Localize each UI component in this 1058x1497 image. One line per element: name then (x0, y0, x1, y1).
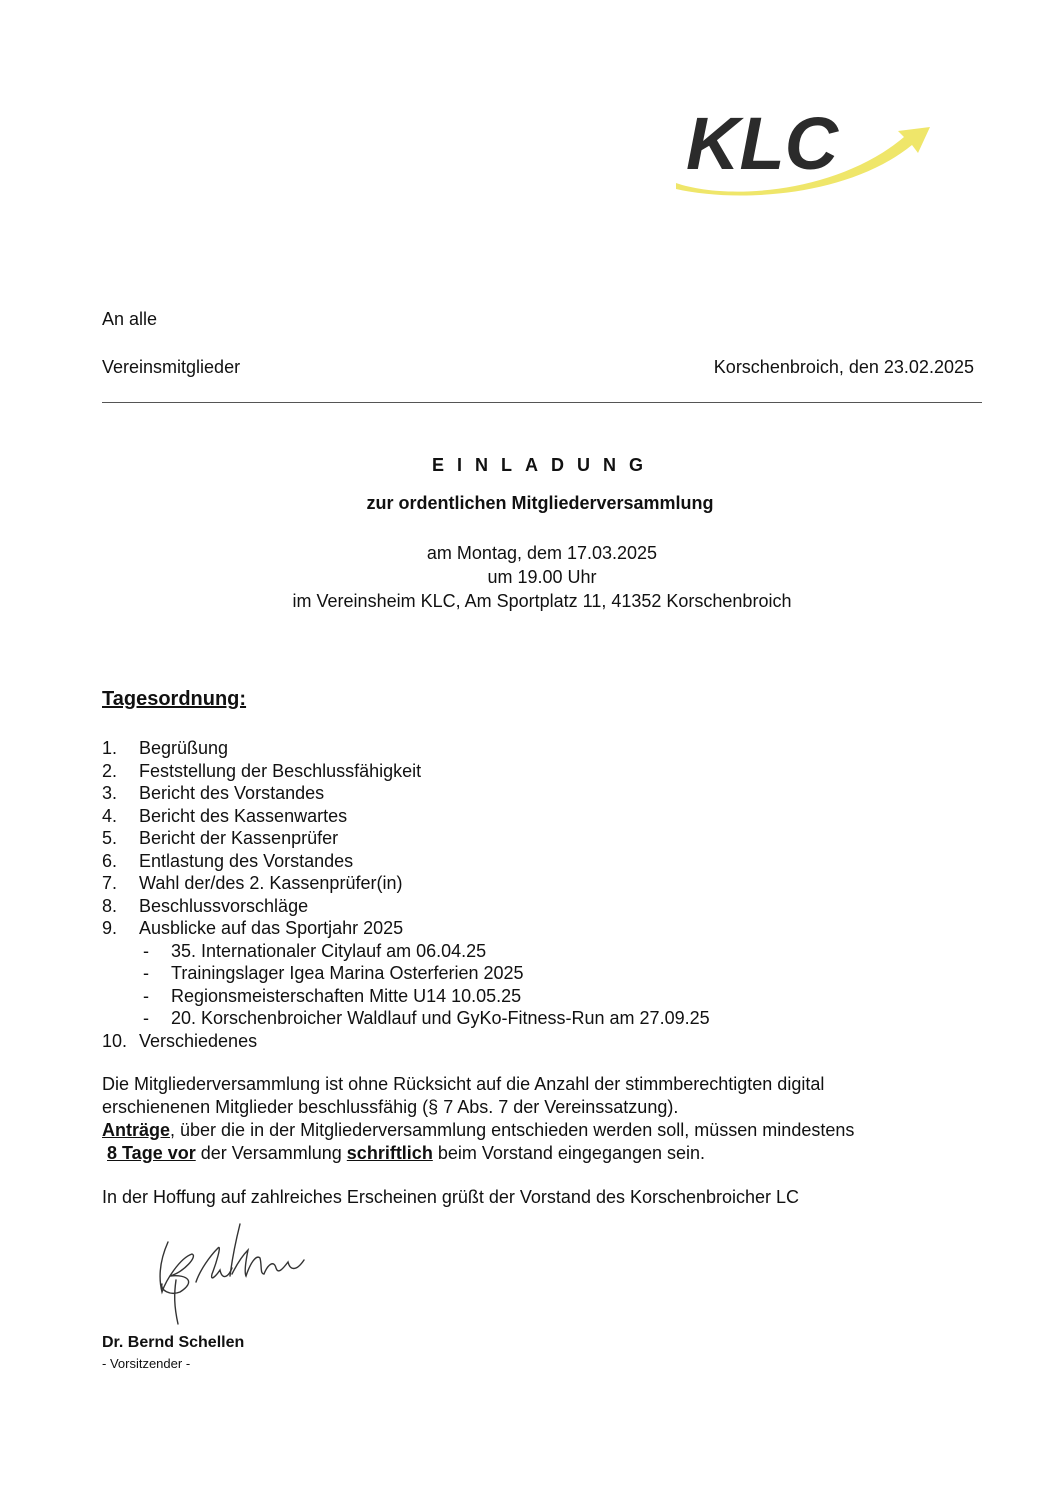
emphasis-written: schriftlich (346, 1143, 433, 1163)
agenda-subitem (102, 1007, 962, 1030)
subitem-dash: - (143, 940, 149, 961)
notes (102, 1073, 982, 1165)
agenda-text: Bericht des Kassenwartes (139, 805, 348, 826)
agenda-number: 4. (102, 805, 118, 826)
agenda-item (102, 760, 962, 783)
agenda-heading: Tagesordnung: (102, 688, 247, 710)
note-line (102, 1119, 982, 1142)
agenda-text: Feststellung der Beschlussfähigkeit (139, 760, 422, 781)
meeting-time: um 19.00 Uhr (487, 567, 597, 587)
emphasis-deadline: 8 Tage vor (107, 1143, 196, 1163)
note-line (102, 1142, 982, 1165)
agenda-item (102, 895, 962, 918)
agenda-item (102, 737, 962, 760)
logo-text: KLC (686, 102, 839, 185)
agenda-item (102, 917, 962, 940)
agenda-text: Begrüßung (139, 738, 229, 758)
agenda-number: 10. (102, 1030, 128, 1051)
agenda-number: 3. (102, 783, 118, 803)
agenda-item (102, 782, 962, 805)
recipient-line-2: Vereinsmitglieder (102, 357, 241, 377)
agenda-item (102, 805, 962, 828)
closing-line: In der Hoffung auf zahlreiches Erscheinen grüßt der Vorstand des Korschenbroicher LC (102, 1187, 800, 1207)
agenda-text: Ausblicke auf das Sportjahr 2025 (139, 918, 404, 938)
subitem-dash: - (143, 1008, 149, 1028)
agenda-item (102, 872, 962, 895)
document-subtitle: zur ordentlichen Mitgliederversammlung (366, 493, 714, 513)
note-text: der Versammlung (195, 1143, 347, 1163)
meeting-details (0, 541, 1058, 613)
subitem-text: Trainingslager Igea Marina Osterferien 2025 (171, 963, 524, 983)
meeting-date: am Montag, dem 17.03.2025 (426, 543, 658, 563)
subitem-text: 35. Internationaler Citylauf am 06.04.25 (171, 940, 487, 961)
agenda-subitem (102, 962, 962, 985)
meeting-location: im Vereinsheim KLC, Am Sportplatz 11, 41352 Korschenbroich (292, 591, 792, 611)
emphasis-antraege: Anträge (102, 1120, 171, 1140)
subitem-text: 20. Korschenbroicher Waldlauf und GyKo-Fitness-Run am 27.09.25 (171, 1008, 710, 1028)
agenda-number: 6. (102, 850, 118, 871)
signatory-name: Dr. Bernd Schellen (102, 1334, 245, 1351)
agenda-text: Verschiedenes (139, 1030, 258, 1051)
agenda-number: 5. (102, 828, 118, 848)
handwritten-signature (140, 1220, 320, 1330)
signatory-role: - Vorsitzender - (102, 1356, 191, 1371)
agenda-number: 2. (102, 760, 118, 781)
agenda-number: 1. (102, 738, 118, 758)
note-line: Die Mitgliederversammlung ist ohne Rücksicht auf die Anzahl der stimmberechtigten digital (102, 1074, 825, 1094)
agenda-number: 7. (102, 873, 118, 893)
agenda-number: 9. (102, 918, 118, 938)
place-date: Korschenbroich, den 23.02.2025 (713, 357, 974, 377)
agenda-item (102, 827, 962, 850)
agenda-text: Entlastung des Vorstandes (139, 850, 354, 871)
agenda-number: 8. (102, 895, 118, 916)
klc-logo-graphic (668, 97, 940, 209)
note-text: , über die in der Mitgliederversammlung entschieden werden soll, müssen mindestens (170, 1120, 855, 1140)
agenda-subitem (102, 940, 962, 963)
agenda-text: Bericht der Kassenprüfer (139, 828, 339, 848)
agenda-list (102, 737, 962, 1052)
subitem-dash: - (143, 985, 149, 1006)
note-text: beim Vorstand eingegangen sein. (432, 1143, 706, 1163)
divider (102, 402, 982, 403)
subitem-dash: - (143, 963, 149, 983)
agenda-item (102, 1030, 962, 1053)
agenda-subitem (102, 985, 962, 1008)
recipient-line-1: An alle (102, 309, 158, 329)
note-line: erschienenen Mitglieder beschlussfähig (§ 7 Abs. 7 der Vereinssatzung). (102, 1097, 679, 1117)
agenda-text: Beschlussvorschläge (139, 895, 309, 916)
subitem-text: Regionsmeisterschaften Mitte U14 10.05.25 (171, 985, 522, 1006)
klc-logo (668, 97, 940, 209)
agenda-text: Bericht des Vorstandes (139, 783, 325, 803)
agenda-text: Wahl der/des 2. Kassenprüfer(in) (139, 873, 403, 893)
document-title: EINLADUNG (432, 455, 656, 475)
agenda-item (102, 850, 962, 873)
